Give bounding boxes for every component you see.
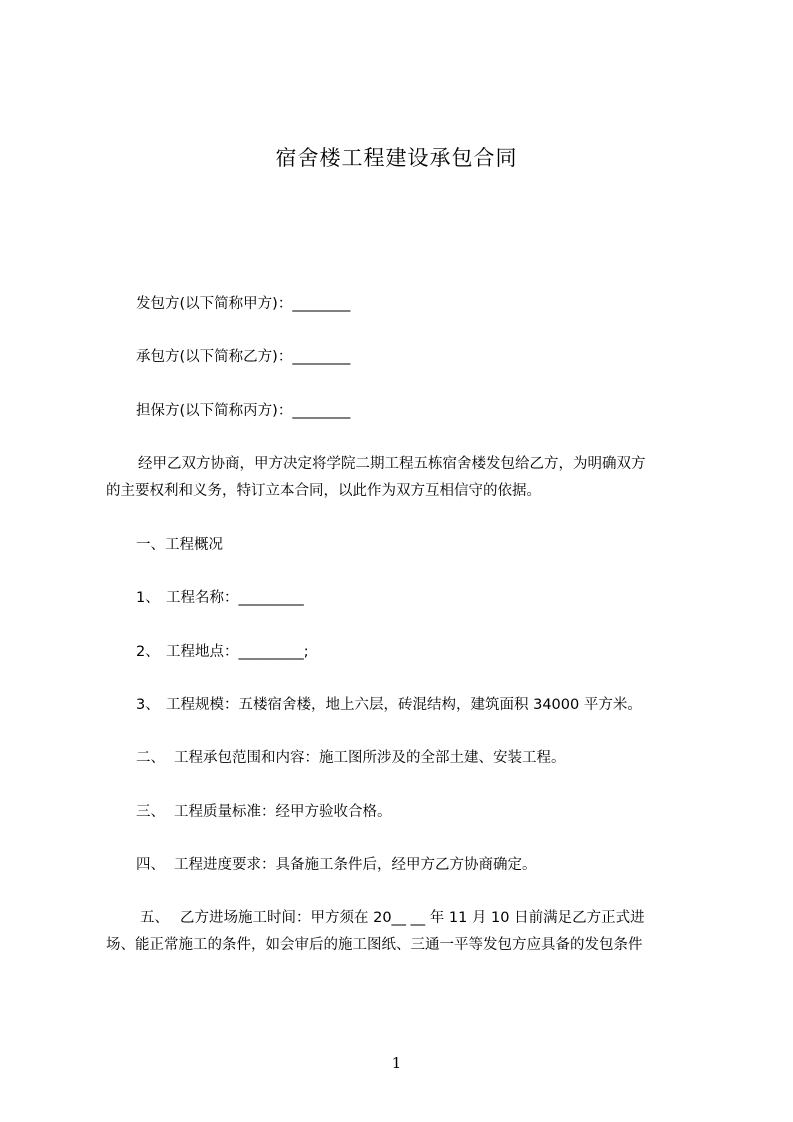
item-1-number: 1、 (136, 590, 160, 606)
party-a-blank: ________ (292, 296, 351, 312)
section-3 (136, 800, 736, 821)
item-3 (136, 693, 736, 714)
item-2-number: 2、 (136, 644, 160, 660)
party-a-line (136, 292, 736, 313)
section-1-heading: 一、工程概况 (136, 537, 223, 553)
item-3-number: 3、 (136, 697, 160, 713)
section-4-text: 工程进度要求：具备施工条件后，经甲方乙方协商确定。 (174, 857, 537, 873)
item-2-blank: _________ (238, 644, 304, 660)
item-1-blank: _________ (238, 590, 304, 606)
section-3-text: 工程质量标准：经甲方验收合格。 (174, 804, 392, 820)
item-2-label: 工程地点： (166, 644, 239, 660)
party-b-blank: ________ (292, 349, 351, 365)
preamble-line-1: 经甲乙双方协商，甲方决定将学院二期工程五栋宿舍楼发包给乙方，为明确双方 (138, 456, 646, 472)
section-2-number: 二、 (136, 750, 165, 766)
section-5-number: 五、 (140, 910, 169, 926)
party-a-label: 发包方(以下简称甲方)： (136, 296, 293, 312)
section-4-number: 四、 (136, 857, 165, 873)
section-5-line-1 (140, 906, 740, 927)
section-5-line-2: 场、能正常施工的条件，如会审后的施工图纸、三通一平等发包方应具备的发包条件 (106, 937, 643, 953)
item-3-text: 工程规模：五楼宿舍楼，地上六层，砖混结构，建筑面积 34000 平方米。 (166, 697, 642, 713)
section-3-number: 三、 (136, 804, 165, 820)
page-number: 1 (391, 1054, 402, 1072)
party-c-label: 担保方(以下简称丙方)： (136, 403, 293, 419)
party-b-label: 承包方(以下简称乙方)： (136, 349, 293, 365)
party-b-line (136, 345, 736, 366)
section-2-text: 工程承包范围和内容：施工图所涉及的全部土建、安装工程。 (174, 750, 566, 766)
item-1 (136, 586, 736, 607)
preamble-line-2: 的主要权利和义务，特订立本合同，以此作为双方互相信守的依据。 (106, 483, 541, 499)
party-c-line (136, 399, 736, 420)
section-4 (136, 853, 736, 874)
party-c-blank: ________ (292, 403, 351, 419)
section-2 (136, 746, 736, 767)
item-2 (136, 640, 736, 661)
section-5-text-line-1: 乙方进场施工时间：甲方须在 20__ __ 年 11 月 10 日前满足乙方正式进 (180, 910, 645, 926)
document-title: 宿舍楼工程建设承包合同 (275, 146, 518, 170)
item-2-suffix: ; (303, 644, 309, 660)
item-1-label: 工程名称： (166, 590, 239, 606)
